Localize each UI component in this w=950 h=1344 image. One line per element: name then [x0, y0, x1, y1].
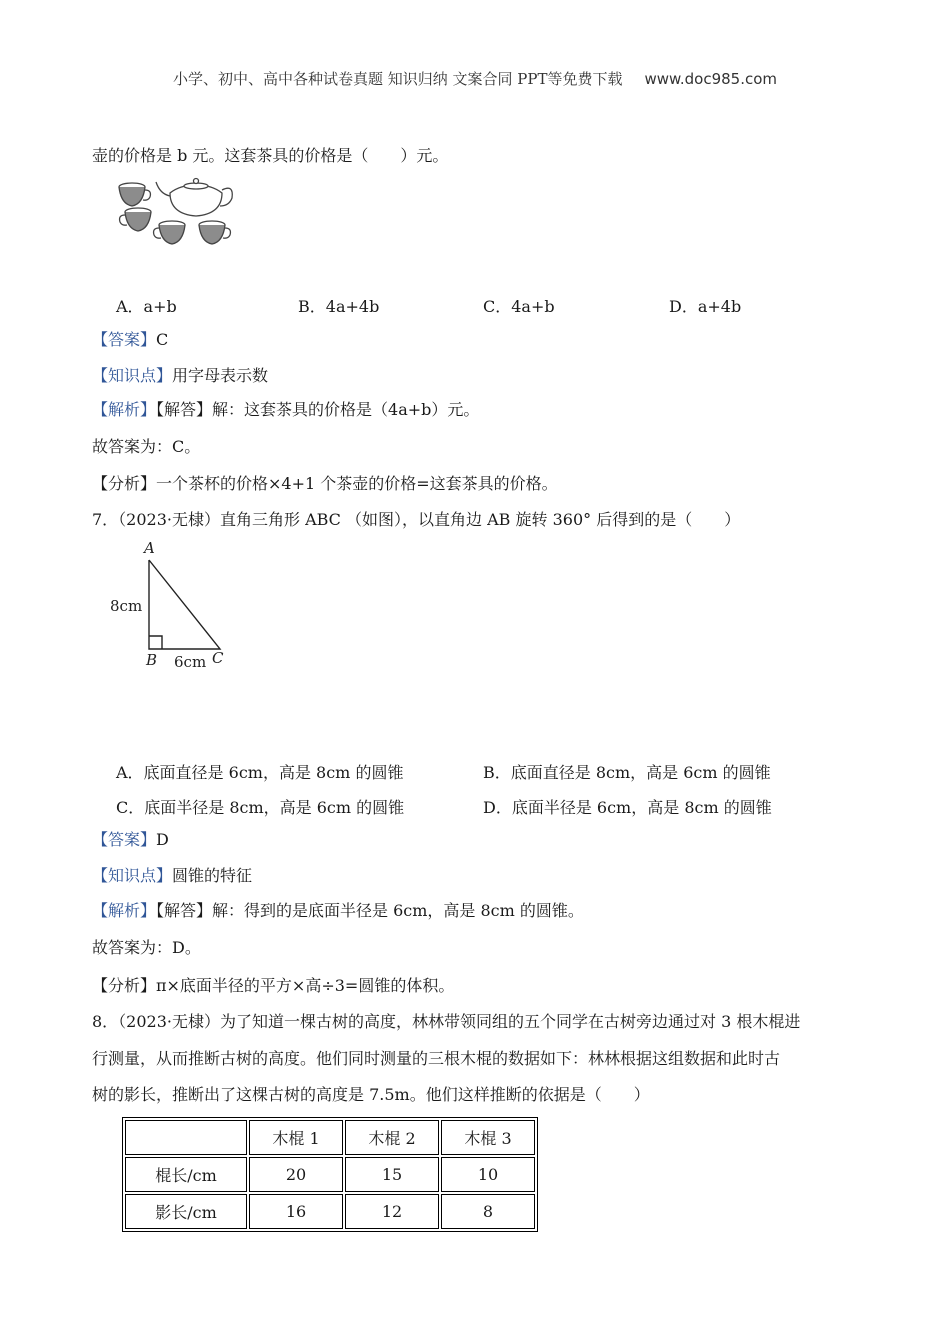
q8-stem-line1: 8．（2023·无棣）为了知道一棵古树的高度，林林带领同组的五个同学在古树旁边通过对 3 根木棍进: [92, 1012, 801, 1031]
table-cell: 20: [249, 1157, 343, 1192]
knowledge-tag: 【知识点】: [92, 866, 173, 885]
table-header-row: [125, 1120, 535, 1155]
q6-knowledge-point: [92, 365, 268, 387]
answer-tag: 【答案】: [92, 330, 157, 349]
q6-explanation: [92, 399, 479, 421]
explanation-value: 【解答】解：得到的是底面半径是 6cm，高是 8cm 的圆锥。: [156, 901, 584, 920]
table-row: [125, 1157, 535, 1192]
q7-explanation: [92, 900, 584, 922]
q8-stem-line2: 行测量，从而推断古树的高度。他们同时测量的三根木棍的数据如下：林林根据这组数据和此时古: [92, 1049, 781, 1068]
q7-conclusion: 故答案为：D。: [92, 938, 201, 957]
knowledge-value: 用字母表示数: [172, 366, 269, 385]
table-cell: 10: [441, 1157, 535, 1192]
explanation-tag: 【解析】: [92, 901, 157, 920]
q7-answer: [92, 829, 169, 851]
table-cell: 影长/cm: [125, 1194, 247, 1229]
table-cell: 15: [345, 1157, 439, 1192]
q6-conclusion: 故答案为：C。: [92, 437, 201, 456]
page-header: [0, 68, 950, 89]
triangle-figure: [104, 536, 234, 672]
vertex-a-label: A: [144, 539, 155, 557]
table-header-cell: 木棍 2: [345, 1120, 439, 1155]
q7-stem: 7．（2023·无棣）直角三角形 ABC （如图），以直角边 AB 旋转 360° 后得到的是（ ）: [92, 510, 741, 529]
table-header-cell: [125, 1120, 247, 1155]
q6-analysis: 【分析】一个茶杯的价格×4+1 个茶壶的价格=这套茶具的价格。: [92, 474, 558, 493]
knowledge-tag: 【知识点】: [92, 366, 173, 385]
measurement-table: [122, 1117, 538, 1232]
table-cell: 16: [249, 1194, 343, 1229]
right-angle-mark: [149, 636, 162, 649]
answer-value: D: [156, 830, 169, 849]
q6-stem-tail: 壶的价格是 b 元。这套茶具的价格是（ ）元。: [92, 146, 449, 165]
teacup-icon: [199, 221, 230, 244]
teapot-icon: [156, 179, 232, 217]
q6-option-c: C．4a+b: [483, 297, 555, 316]
answer-tag: 【答案】: [92, 830, 157, 849]
header-text: 小学、初中、高中各种试卷真题 知识归纳 文案合同 PPT等免费下载: [172, 70, 623, 88]
teacup-icon: [120, 208, 151, 231]
table-cell: 8: [441, 1194, 535, 1229]
table-row: [125, 1194, 535, 1229]
q6-option-d: D．a+4b: [669, 297, 742, 316]
q8-stem-line3: 树的影长，推断出了这棵古树的高度是 7.5m。他们这样推断的依据是（ ）: [92, 1085, 650, 1104]
teacup-icon: [119, 183, 150, 206]
header-site: www.doc985.com: [644, 70, 778, 88]
explanation-tag: 【解析】: [92, 400, 157, 419]
teacup-icon: [154, 221, 185, 244]
explanation-value: 【解答】解：这套茶具的价格是（4a+b）元。: [156, 400, 480, 419]
table-cell: 棍长/cm: [125, 1157, 247, 1192]
vertex-b-label: B: [146, 651, 158, 669]
q7-option-b: B．底面直径是 8cm，高是 6cm 的圆锥: [483, 763, 771, 782]
vertex-c-label: C: [212, 649, 224, 667]
q7-analysis: 【分析】π×底面半径的平方×高÷3=圆锥的体积。: [92, 976, 455, 995]
q6-option-a: A．a+b: [116, 297, 177, 316]
table-header-cell: 木棍 1: [249, 1120, 343, 1155]
answer-value: C: [156, 330, 169, 349]
teaset-figure: [112, 176, 236, 250]
q7-option-d: D．底面半径是 6cm，高是 8cm 的圆锥: [483, 798, 772, 817]
q6-answer: [92, 329, 168, 351]
q7-option-c: C．底面半径是 8cm，高是 6cm 的圆锥: [116, 798, 405, 817]
q6-option-b: B．4a+4b: [298, 297, 380, 316]
table-cell: 12: [345, 1194, 439, 1229]
table-header-cell: 木棍 3: [441, 1120, 535, 1155]
knowledge-value: 圆锥的特征: [172, 866, 253, 885]
q7-knowledge-point: [92, 865, 252, 887]
side-bc-label: 6cm: [174, 653, 207, 671]
side-ab-label: 8cm: [110, 597, 143, 615]
q7-option-a: A．底面直径是 6cm，高是 8cm 的圆锥: [116, 763, 404, 782]
